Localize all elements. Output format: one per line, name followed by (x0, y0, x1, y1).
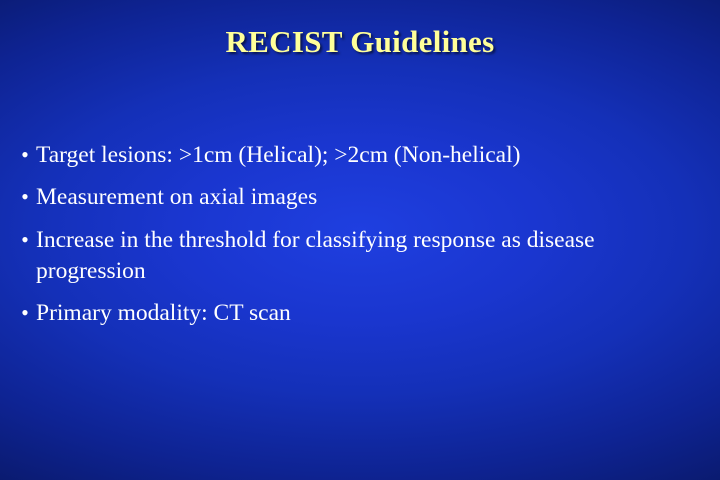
list-item (14, 225, 708, 288)
bullet-point-icon: • (21, 300, 29, 325)
list-item (14, 298, 708, 329)
list-item-text: Target lesions: >1cm (Helical); >2cm (Non-helical) (36, 142, 521, 168)
list-item-text: Measurement on axial images (36, 184, 318, 211)
list-item (14, 182, 708, 213)
bullet-point-icon: • (21, 184, 29, 210)
bullet-point-icon: • (21, 142, 29, 167)
bullet-point-icon: • (21, 226, 29, 252)
list-item (14, 140, 708, 171)
slide-title: RECIST Guidelines (225, 24, 495, 59)
list-item-text: Primary modality: CT scan (36, 300, 291, 326)
bullet-list (14, 140, 708, 340)
list-item-text: Increase in the threshold for classifying response as disease progression (36, 226, 595, 284)
